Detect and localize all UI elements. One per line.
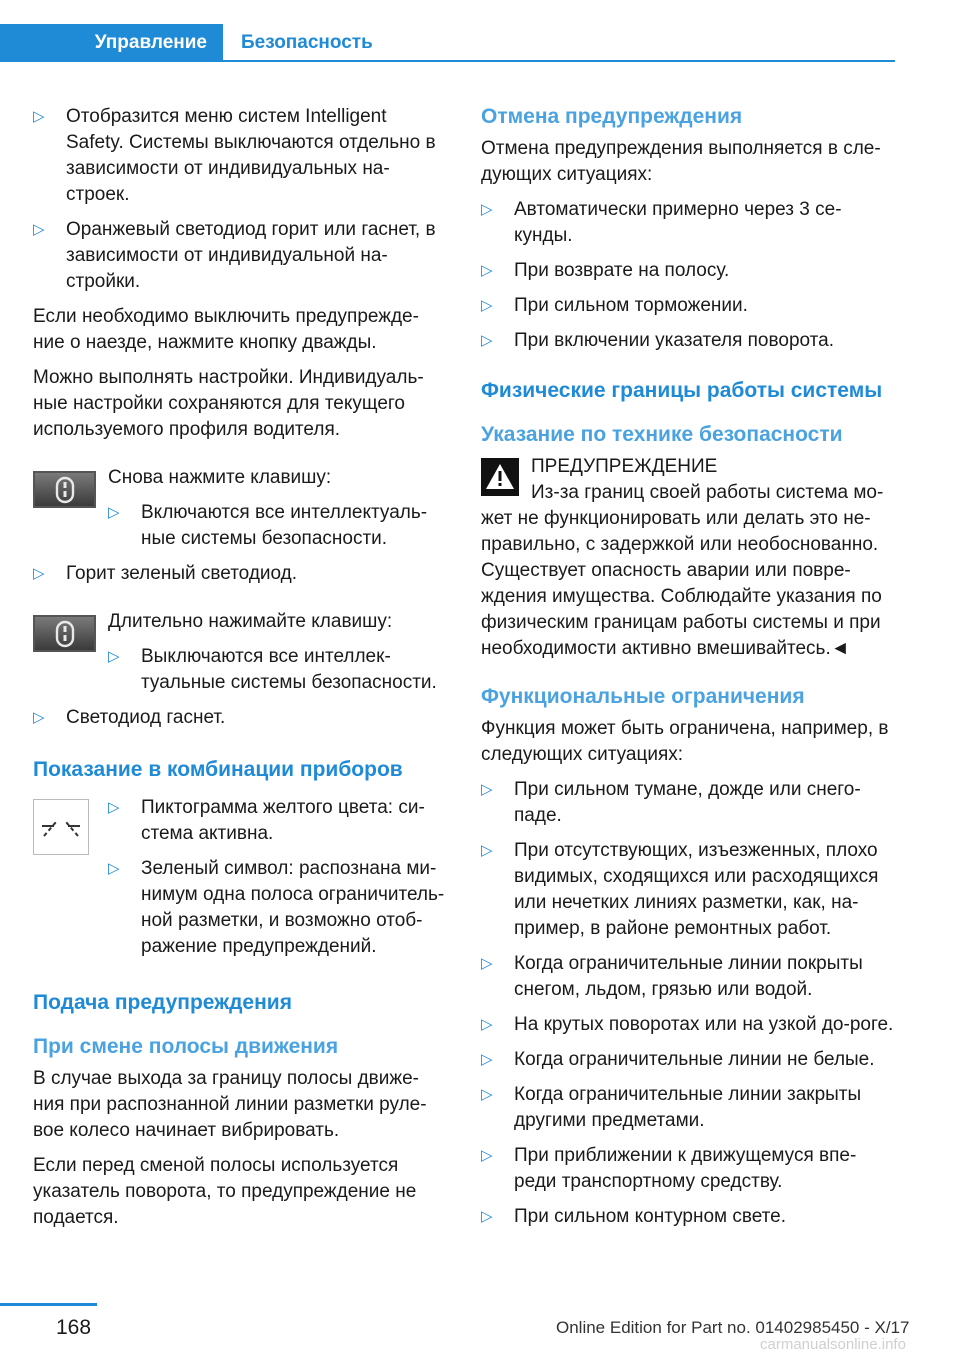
press-label: Снова нажмите клавишу:	[108, 467, 332, 488]
heading-functional-limits: Функциональные ограничения	[481, 685, 805, 708]
heading-limits: Физические границы работы системы	[481, 379, 883, 402]
triangle-bullet-icon: ▷	[33, 709, 45, 726]
tab-controls[interactable]: Управление	[0, 24, 223, 62]
page-number: 168	[56, 1316, 92, 1339]
list-item: ▷ Горит зеленый светодиод.	[33, 561, 448, 587]
paragraph: Если необходимо выключить предупрежде-ние о наезде, нажмите кнопку дважды.	[33, 306, 419, 353]
list-item: ▷ Отобразится меню систем Intelligent Safety. Системы выключаются отдельно в зависимости от индивидуальных на-строек.	[33, 106, 436, 205]
triangle-bullet-icon: ▷	[481, 1147, 493, 1164]
lane-departure-icon	[33, 799, 89, 855]
triangle-bullet-icon: ▷	[481, 1016, 493, 1033]
triangle-bullet-icon: ▷	[481, 332, 493, 349]
heading-cancel: Отмена предупреждения	[481, 105, 743, 128]
left-column	[33, 104, 448, 1240]
list-item: ▷ При сильном торможении.	[481, 293, 896, 319]
paragraph: Можно выполнять настройки. Индивидуаль-ные настройки сохраняются для текущего используемого профиля водителя.	[33, 367, 424, 440]
triangle-bullet-icon: ▷	[481, 201, 493, 218]
paragraph: Отмена предупреждения выполняется в сле-дующих ситуациях:	[481, 138, 881, 185]
triangle-bullet-icon: ▷	[481, 842, 493, 859]
press-again-row	[33, 465, 448, 552]
paragraph: В случае выхода за границу полосы движе-ния при распознанной линии разметки руле-вое колесо начинает вибрировать.	[33, 1068, 427, 1141]
list-item: ▷ Пиктограмма желтого цвета: си-стема активна.	[108, 797, 425, 844]
heading-lane-change: При смене полосы движения	[33, 1035, 339, 1058]
triangle-bullet-icon: ▷	[481, 1086, 493, 1103]
list-item: ▷ При возврате на полосу.	[481, 258, 896, 284]
long-press-label: Длительно нажимайте клавишу:	[108, 611, 393, 632]
list-item: ▷ При включении указателя поворота.	[481, 328, 896, 354]
list-item: ▷ Зеленый символ: распознана ми-нимум одна полоса ограничитель-ной разметки, и возможно отоб-ражение предупреждений.	[108, 858, 445, 957]
warning-text: Из-за границ своей работы система мо-жет не функционировать или делать это не-правильно, с задержкой или необоснованно. Существует опасность аварии или повре-ждения имущества. Соблюдайте указания по физическим границам работы системы и при необходимости активно вмешивайтесь.◄	[481, 482, 884, 659]
heading-warning: Подача предупреждения	[33, 991, 292, 1014]
list-item: ▷ При отсутствующих, изъезженных, плохо видимых, сходящихся или расходящихся или нечетких линиях разметки, как, на-пример, в районе ремонтных работ.	[481, 840, 879, 939]
triangle-bullet-icon: ▷	[108, 504, 120, 521]
list-item: ▷ Когда ограничительные линии не белые.	[481, 1047, 896, 1073]
header-tabs	[0, 24, 895, 62]
list-item: ▷ Включаются все интеллектуаль-ные системы безопасности.	[108, 502, 428, 549]
list-item: ▷ Выключаются все интеллек-туальные системы безопасности.	[108, 646, 437, 693]
list-item: ▷ Автоматически примерно через 3 се-кунды.	[481, 199, 842, 246]
warning-triangle-icon	[481, 458, 519, 496]
list-item: ▷ Когда ограничительные линии закрыты другими предметами.	[481, 1084, 862, 1131]
triangle-bullet-icon: ▷	[481, 1208, 493, 1225]
triangle-bullet-icon: ▷	[481, 1051, 493, 1068]
triangle-bullet-icon: ▷	[33, 565, 45, 582]
triangle-bullet-icon: ▷	[108, 648, 120, 665]
safety-button-icon	[33, 471, 96, 508]
list-item: ▷ При сильном контурном свете.	[481, 1204, 896, 1230]
heading-display: Показание в комбинации приборов	[33, 758, 403, 781]
watermark: carmanualsonline.info	[760, 1336, 906, 1353]
triangle-bullet-icon: ▷	[108, 860, 120, 877]
list-item: ▷ На крутых поворотах или на узкой до-роге.	[481, 1012, 896, 1038]
triangle-bullet-icon: ▷	[481, 781, 493, 798]
edition-note: Online Edition for Part no. 01402985450 - X/17	[556, 1318, 910, 1337]
tab-safety[interactable]: Безопасность	[241, 32, 373, 53]
list-item: ▷ Когда ограничительные линии покрыты снегом, льдом, грязью или водой.	[481, 953, 863, 1000]
triangle-bullet-icon: ▷	[33, 108, 45, 125]
warning-block	[481, 454, 896, 662]
list-item: ▷ При сильном тумане, дожде или снего-паде.	[481, 779, 861, 826]
triangle-bullet-icon: ▷	[33, 221, 45, 238]
safety-button-icon	[33, 615, 96, 652]
warning-title: ПРЕДУПРЕЖДЕНИЕ	[531, 456, 718, 477]
triangle-bullet-icon: ▷	[481, 297, 493, 314]
header-rule	[0, 60, 895, 62]
long-press-row	[33, 609, 448, 696]
paragraph: Если перед сменой полосы используется указатель поворота, то предупреждение не подается.	[33, 1155, 417, 1228]
right-column	[481, 104, 896, 1239]
triangle-bullet-icon: ▷	[481, 262, 493, 279]
triangle-bullet-icon: ▷	[108, 799, 120, 816]
list-item: ▷ При приближении к движущемуся впе-реди транспортному средству.	[481, 1145, 857, 1192]
footer-rule	[0, 1303, 97, 1306]
display-row	[33, 795, 448, 960]
list-item: ▷ Оранжевый светодиод горит или гаснет, в зависимости от индивидуальной на-стройки.	[33, 219, 436, 292]
paragraph: Функция может быть ограничена, например, в следующих ситуациях:	[481, 718, 889, 765]
heading-safety-note: Указание по технике безопасности	[481, 423, 843, 446]
list-item: ▷ Светодиод гаснет.	[33, 705, 448, 731]
triangle-bullet-icon: ▷	[481, 955, 493, 972]
